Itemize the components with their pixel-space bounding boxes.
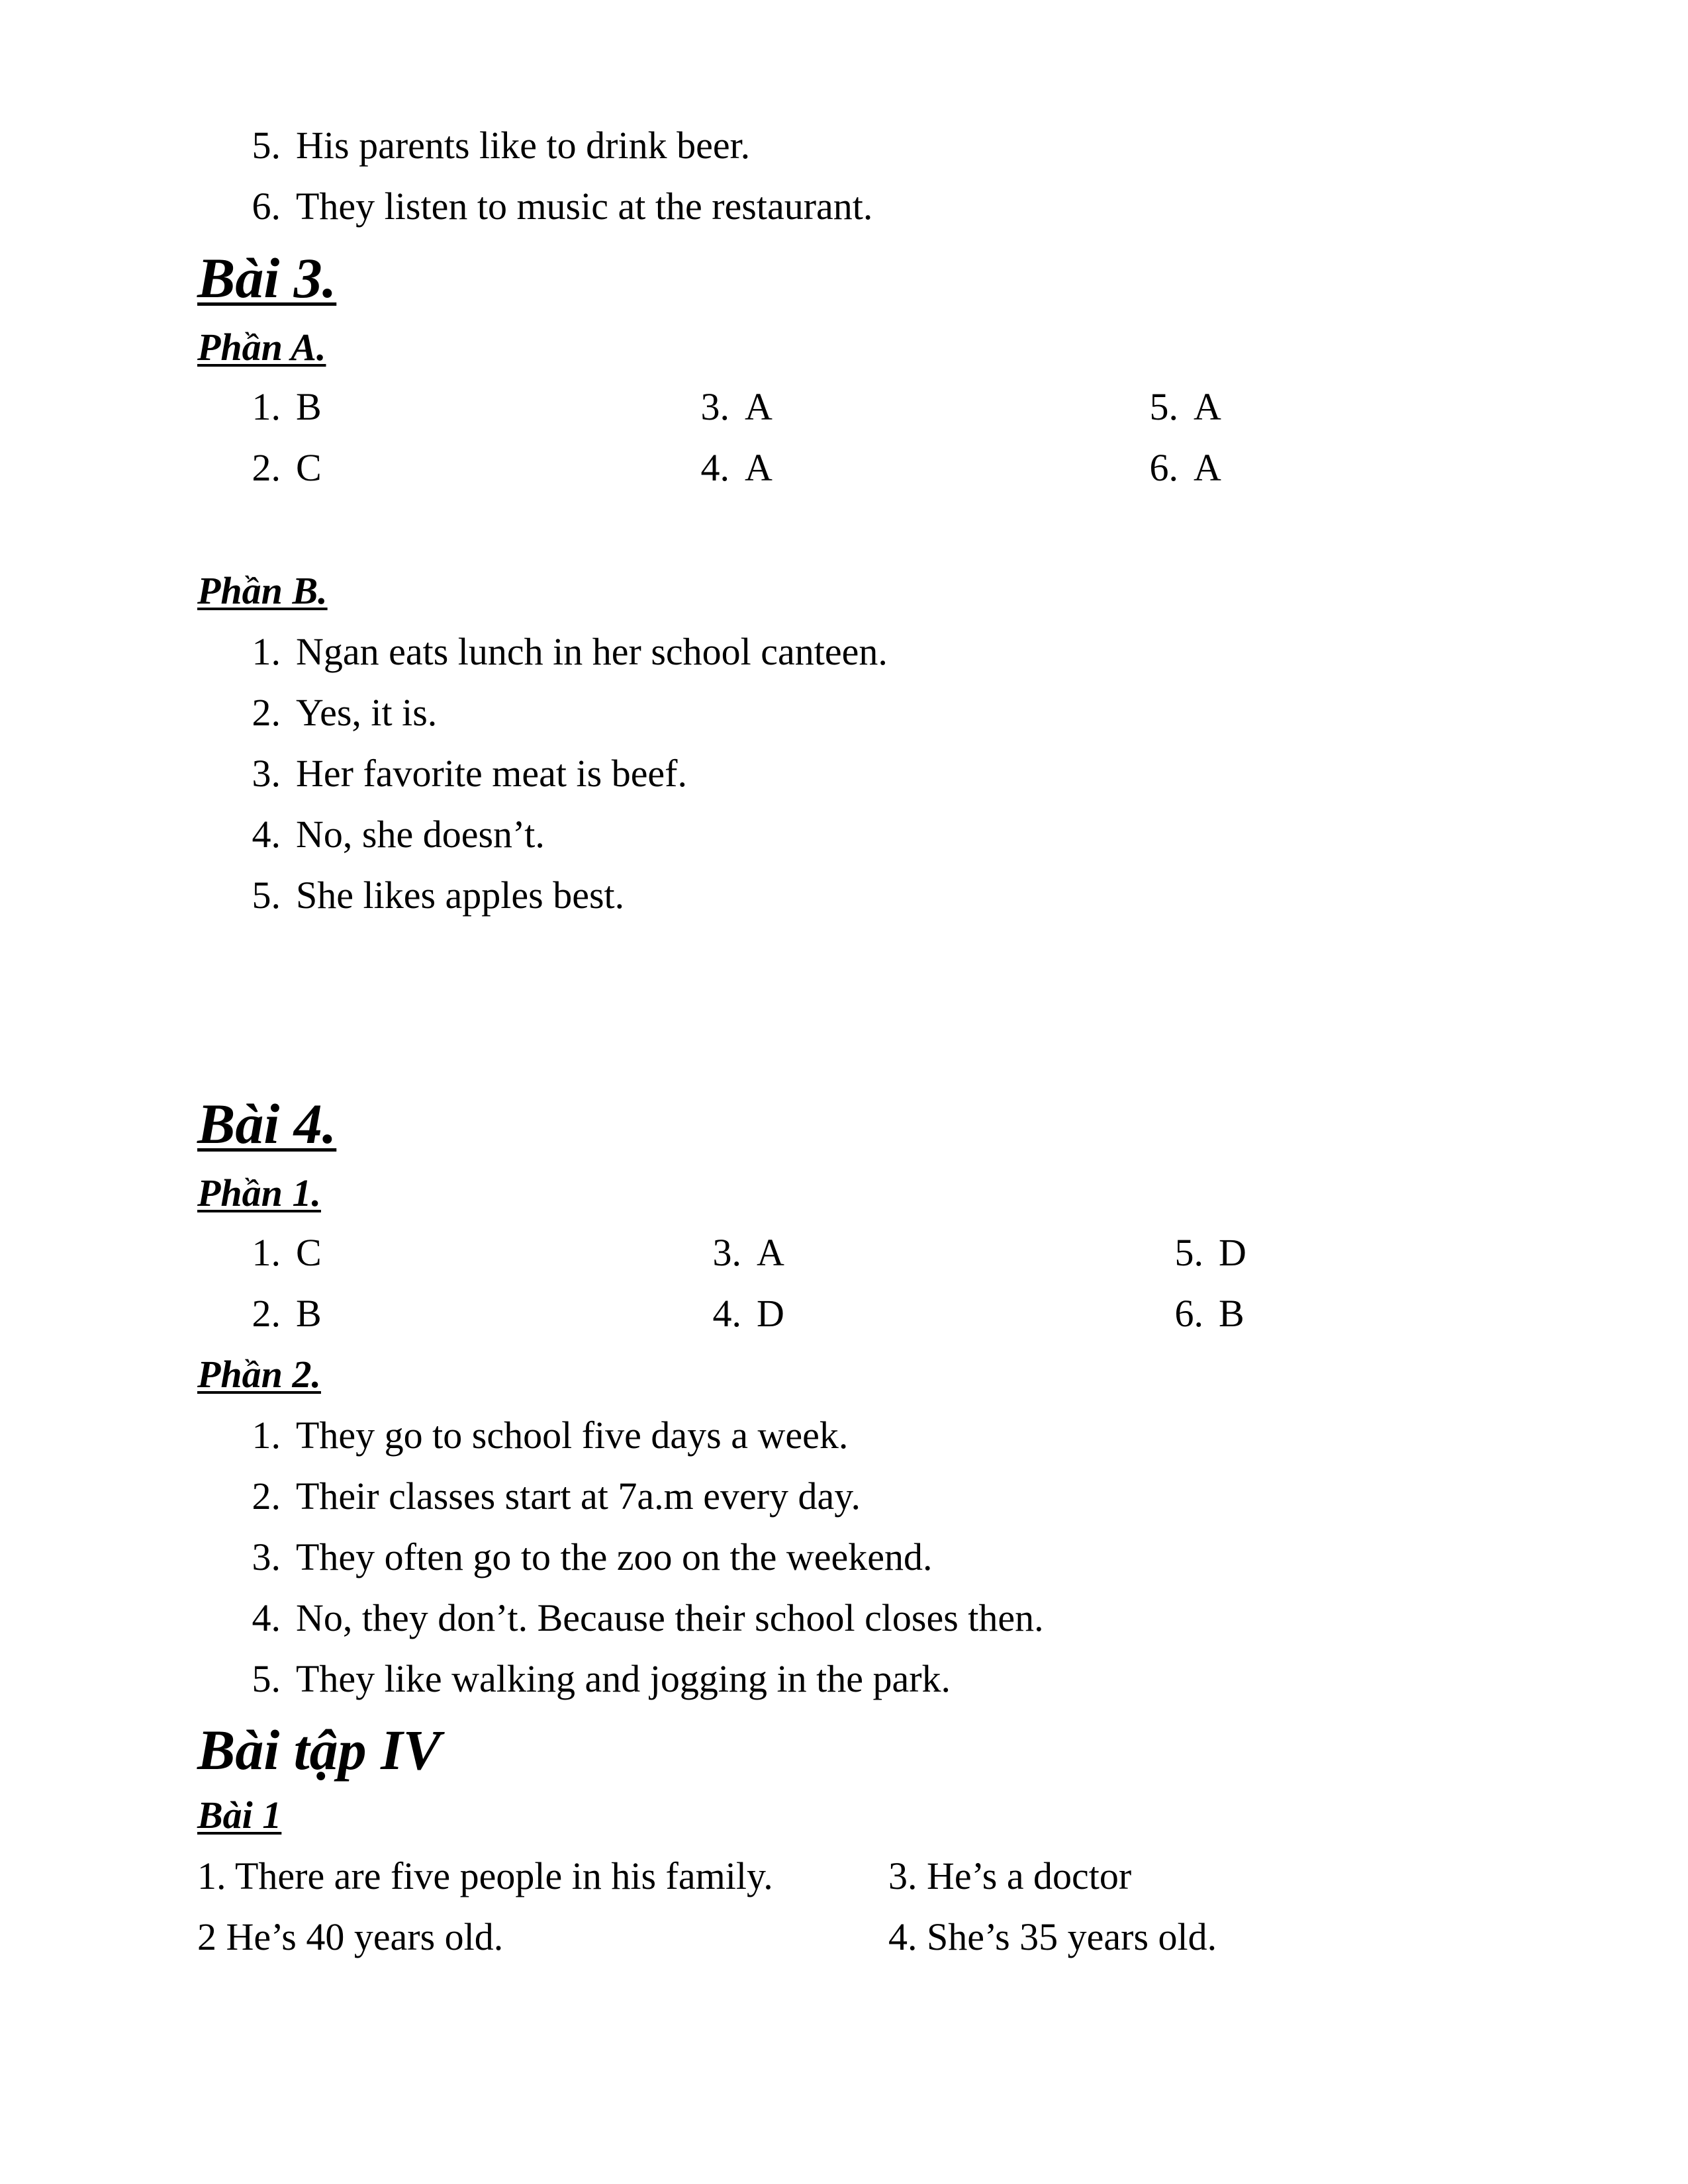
item-answer: B [296,385,322,428]
item-text: Her favorite meat is beef. [296,752,687,795]
section-title-bai-tap-iv: Bài tập IV [197,1718,441,1782]
item-text: They often go to the zoo on the weekend. [296,1535,933,1578]
item-number: 6. [1149,446,1178,489]
answer-line: 1. There are five people in his family. [197,1854,773,1897]
item-text: They go to school five days a week. [296,1414,849,1457]
item-number: 4. [252,1596,281,1639]
answer-line: 2 He’s 40 years old. [197,1915,504,1958]
subsection-title-phan-2: Phần 2. [197,1353,321,1396]
item-number: 2. [252,1475,281,1518]
item-answer: C [296,1231,322,1274]
item-number: 5. [252,124,281,167]
item-answer: D [757,1292,784,1335]
subsection-title-bai-1: Bài 1 [197,1794,282,1837]
item-text: They listen to music at the restaurant. [296,185,873,228]
item-number: 3. [252,1535,281,1578]
item-number: 6. [252,185,281,228]
item-answer: B [296,1292,322,1335]
item-answer: C [296,446,322,489]
item-number: 1. [252,630,281,673]
item-answer: A [745,446,773,489]
answer-line: 3. He’s a doctor [888,1854,1132,1897]
item-text: Ngan eats lunch in her school canteen. [296,630,888,673]
item-number: 4. [712,1292,741,1335]
item-number: 6. [1174,1292,1203,1335]
item-text: His parents like to drink beer. [296,124,751,167]
item-answer: A [757,1231,784,1274]
item-number: 5. [1174,1231,1203,1274]
item-number: 2. [252,691,281,734]
item-text: Their classes start at 7a.m every day. [296,1475,861,1518]
subsection-title-phan-a: Phần A. [197,326,326,369]
item-text: No, she doesn’t. [296,813,545,856]
item-text: Yes, it is. [296,691,438,734]
item-text: They like walking and jogging in the park. [296,1657,951,1700]
item-number: 5. [1149,385,1178,428]
item-number: 3. [252,752,281,795]
item-number: 3. [700,385,729,428]
answer-line: 4. She’s 35 years old. [888,1915,1217,1958]
subsection-title-phan-1: Phần 1. [197,1171,321,1214]
item-number: 1. [252,1231,281,1274]
item-answer: A [1194,385,1221,428]
item-number: 4. [700,446,729,489]
item-answer: B [1219,1292,1244,1335]
item-number: 3. [712,1231,741,1274]
item-number: 1. [252,1414,281,1457]
item-number: 5. [252,1657,281,1700]
item-text: No, they don’t. Because their school closes then. [296,1596,1044,1639]
subsection-title-phan-b: Phần B. [197,569,328,612]
item-number: 5. [252,874,281,917]
item-number: 4. [252,813,281,856]
item-answer: A [745,385,773,428]
item-number: 2. [252,1292,281,1335]
section-title-bai-4: Bài 4. [197,1092,337,1156]
section-title-bai-3: Bài 3. [197,246,337,310]
item-answer: D [1219,1231,1246,1274]
item-answer: A [1194,446,1221,489]
item-text: She likes apples best. [296,874,625,917]
item-number: 1. [252,385,281,428]
item-number: 2. [252,446,281,489]
